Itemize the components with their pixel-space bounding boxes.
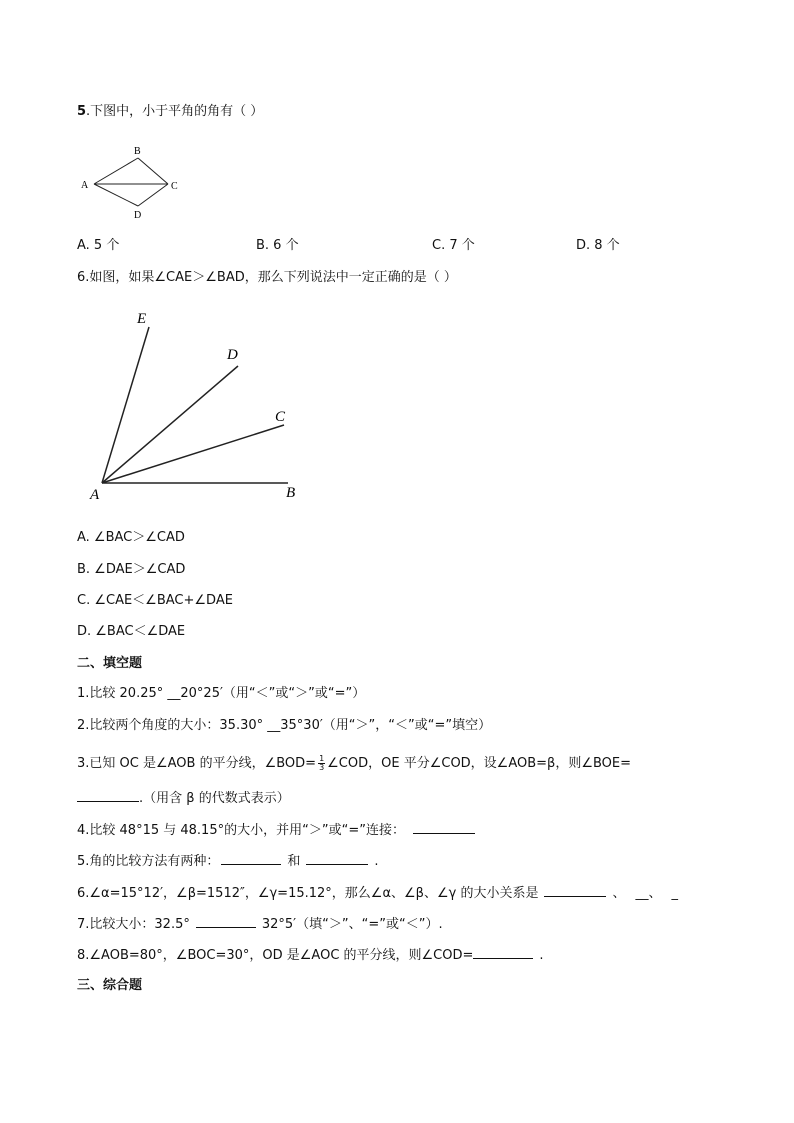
q5-number: 5 <box>77 104 87 119</box>
q5-label-b: B <box>134 146 141 157</box>
q6-option-c: C. ∠CAE＜∠BAC+∠DAE <box>77 593 233 608</box>
s2-q2-mid1: ”，“ <box>368 718 396 733</box>
q5-stem <box>77 104 263 120</box>
q6-stem: 6.如图，如果∠CAE＞∠BAD，那么下列说法中一定正确的是（ ） <box>77 270 457 285</box>
s2-q7-mid: 32°5′（填“ <box>261 917 329 932</box>
s2-q5-end: . <box>374 854 379 869</box>
s2-q3-fraction <box>318 755 325 772</box>
q5-figure <box>78 142 188 224</box>
q5-line-ad <box>94 184 138 206</box>
s2-q1-lt: ＜ <box>255 686 269 701</box>
q5-label-c: C <box>171 181 178 192</box>
q6-label-a: A <box>90 487 100 503</box>
q6-ray-ac <box>102 425 284 483</box>
s2-q7-blank[interactable] <box>196 915 256 928</box>
q5-option-a: A. 5 个 <box>77 238 120 253</box>
s2-q1 <box>77 686 365 702</box>
s2-q4 <box>77 821 475 839</box>
s2-q2 <box>77 718 491 734</box>
s2-q7-mid2: ”、“=”或“ <box>341 917 406 932</box>
q6-label-e: E <box>137 311 147 327</box>
section2-heading: 二、填空题 <box>77 656 143 671</box>
s2-q6-end: _ <box>671 886 678 901</box>
s2-q4-before: 4.比较 48°15 与 48.15°的大小，并用“ <box>77 823 309 838</box>
s2-q3 <box>77 755 631 772</box>
q5-option-b: B. 6 个 <box>256 238 299 253</box>
q5-option-d: D. 8 个 <box>576 238 620 253</box>
s2-q3-answer-blank[interactable] <box>77 789 139 802</box>
s2-q3-line2 <box>77 789 290 807</box>
s2-q6 <box>77 884 678 902</box>
q6-label-d: D <box>227 347 238 363</box>
s2-q8 <box>77 946 544 964</box>
q6-ray-ae <box>102 327 149 483</box>
s2-q7-before: 7.比较大小：32.5° <box>77 917 190 932</box>
s2-q5-blank-2[interactable] <box>306 852 368 865</box>
s2-q1-mid1: ”或“ <box>268 686 296 701</box>
q6-ray-ad <box>102 366 238 483</box>
q6-label-b: B <box>286 485 296 501</box>
s2-q2-lt: ＜ <box>395 718 409 733</box>
s2-q3-line2-text: .（用含 β 的代数式表示） <box>139 791 290 806</box>
s2-q5-before: 5.角的比较方法有两种： <box>77 854 220 869</box>
q5-line-ab <box>94 158 138 184</box>
s2-q7-lt: ＜ <box>405 917 419 932</box>
q5-option-c: C. 7 个 <box>432 238 475 253</box>
s2-q1-gt: ＞ <box>295 686 309 701</box>
q5-line-dc <box>138 184 168 206</box>
s2-q1-mid2: ”或“=”） <box>308 686 366 701</box>
s2-q7 <box>77 915 443 933</box>
s2-q8-before: 8.∠AOB=80°，∠BOC=30°，OD 是∠AOC 的平分线，则∠COD= <box>77 948 474 963</box>
q6-figure <box>86 300 316 506</box>
s2-q1-before: 1.比较 20.25° __20°25′（用“ <box>77 686 256 701</box>
q6-option-b: B. ∠DAE＞∠CAD <box>77 562 186 577</box>
s2-q7-gt: ＞ <box>328 917 342 932</box>
q5-stem-text: .下图中，小于平角的角有（ ） <box>86 104 264 119</box>
s2-q4-answer-blank[interactable] <box>413 821 475 834</box>
q6-label-c: C <box>275 409 286 425</box>
s2-q5-and: 和 <box>287 854 301 869</box>
q5-label-a: A <box>81 180 89 191</box>
s2-q3-part2: ∠COD，OE 平分∠COD，设∠AOB=β，则∠BOE= <box>327 756 632 771</box>
s2-q3-frac-den: 3 <box>319 763 325 772</box>
q5-line-bc <box>138 158 168 184</box>
s2-q5 <box>77 852 379 870</box>
s2-q2-before: 2.比较两个角度的大小：35.30° __35°30′（用“ <box>77 718 356 733</box>
q6-option-a: A. ∠BAC＞∠CAD <box>77 530 185 545</box>
s2-q3-frac-num: 1 <box>319 754 325 763</box>
s2-q6-before: 6.∠α=15°12′，∠β=1512″，∠γ=15.12°，那么∠α、∠β、∠γ 的大小关系是 <box>77 886 539 901</box>
q5-label-d: D <box>134 210 142 221</box>
s2-q6-sep1: 、 <box>612 886 626 901</box>
section3-heading: 三、综合题 <box>77 978 143 993</box>
s2-q2-mid2: ”或“=”填空） <box>408 718 492 733</box>
s2-q8-blank[interactable] <box>473 946 533 959</box>
s2-q6-blank-1[interactable] <box>544 884 606 897</box>
s2-q4-gt: ＞ <box>308 823 322 838</box>
s2-q6-sep2: __、 <box>635 886 662 901</box>
q6-option-d: D. ∠BAC＜∠DAE <box>77 624 186 639</box>
s2-q8-end: . <box>539 948 544 963</box>
s2-q3-part1: 3.已知 OC 是∠AOB 的平分线，∠BOD= <box>77 756 317 771</box>
s2-q7-end: ”）. <box>418 917 443 932</box>
s2-q2-gt: ＞ <box>355 718 369 733</box>
s2-q4-after: ”或“=”连接： <box>321 823 405 838</box>
s2-q5-blank-1[interactable] <box>221 852 281 865</box>
